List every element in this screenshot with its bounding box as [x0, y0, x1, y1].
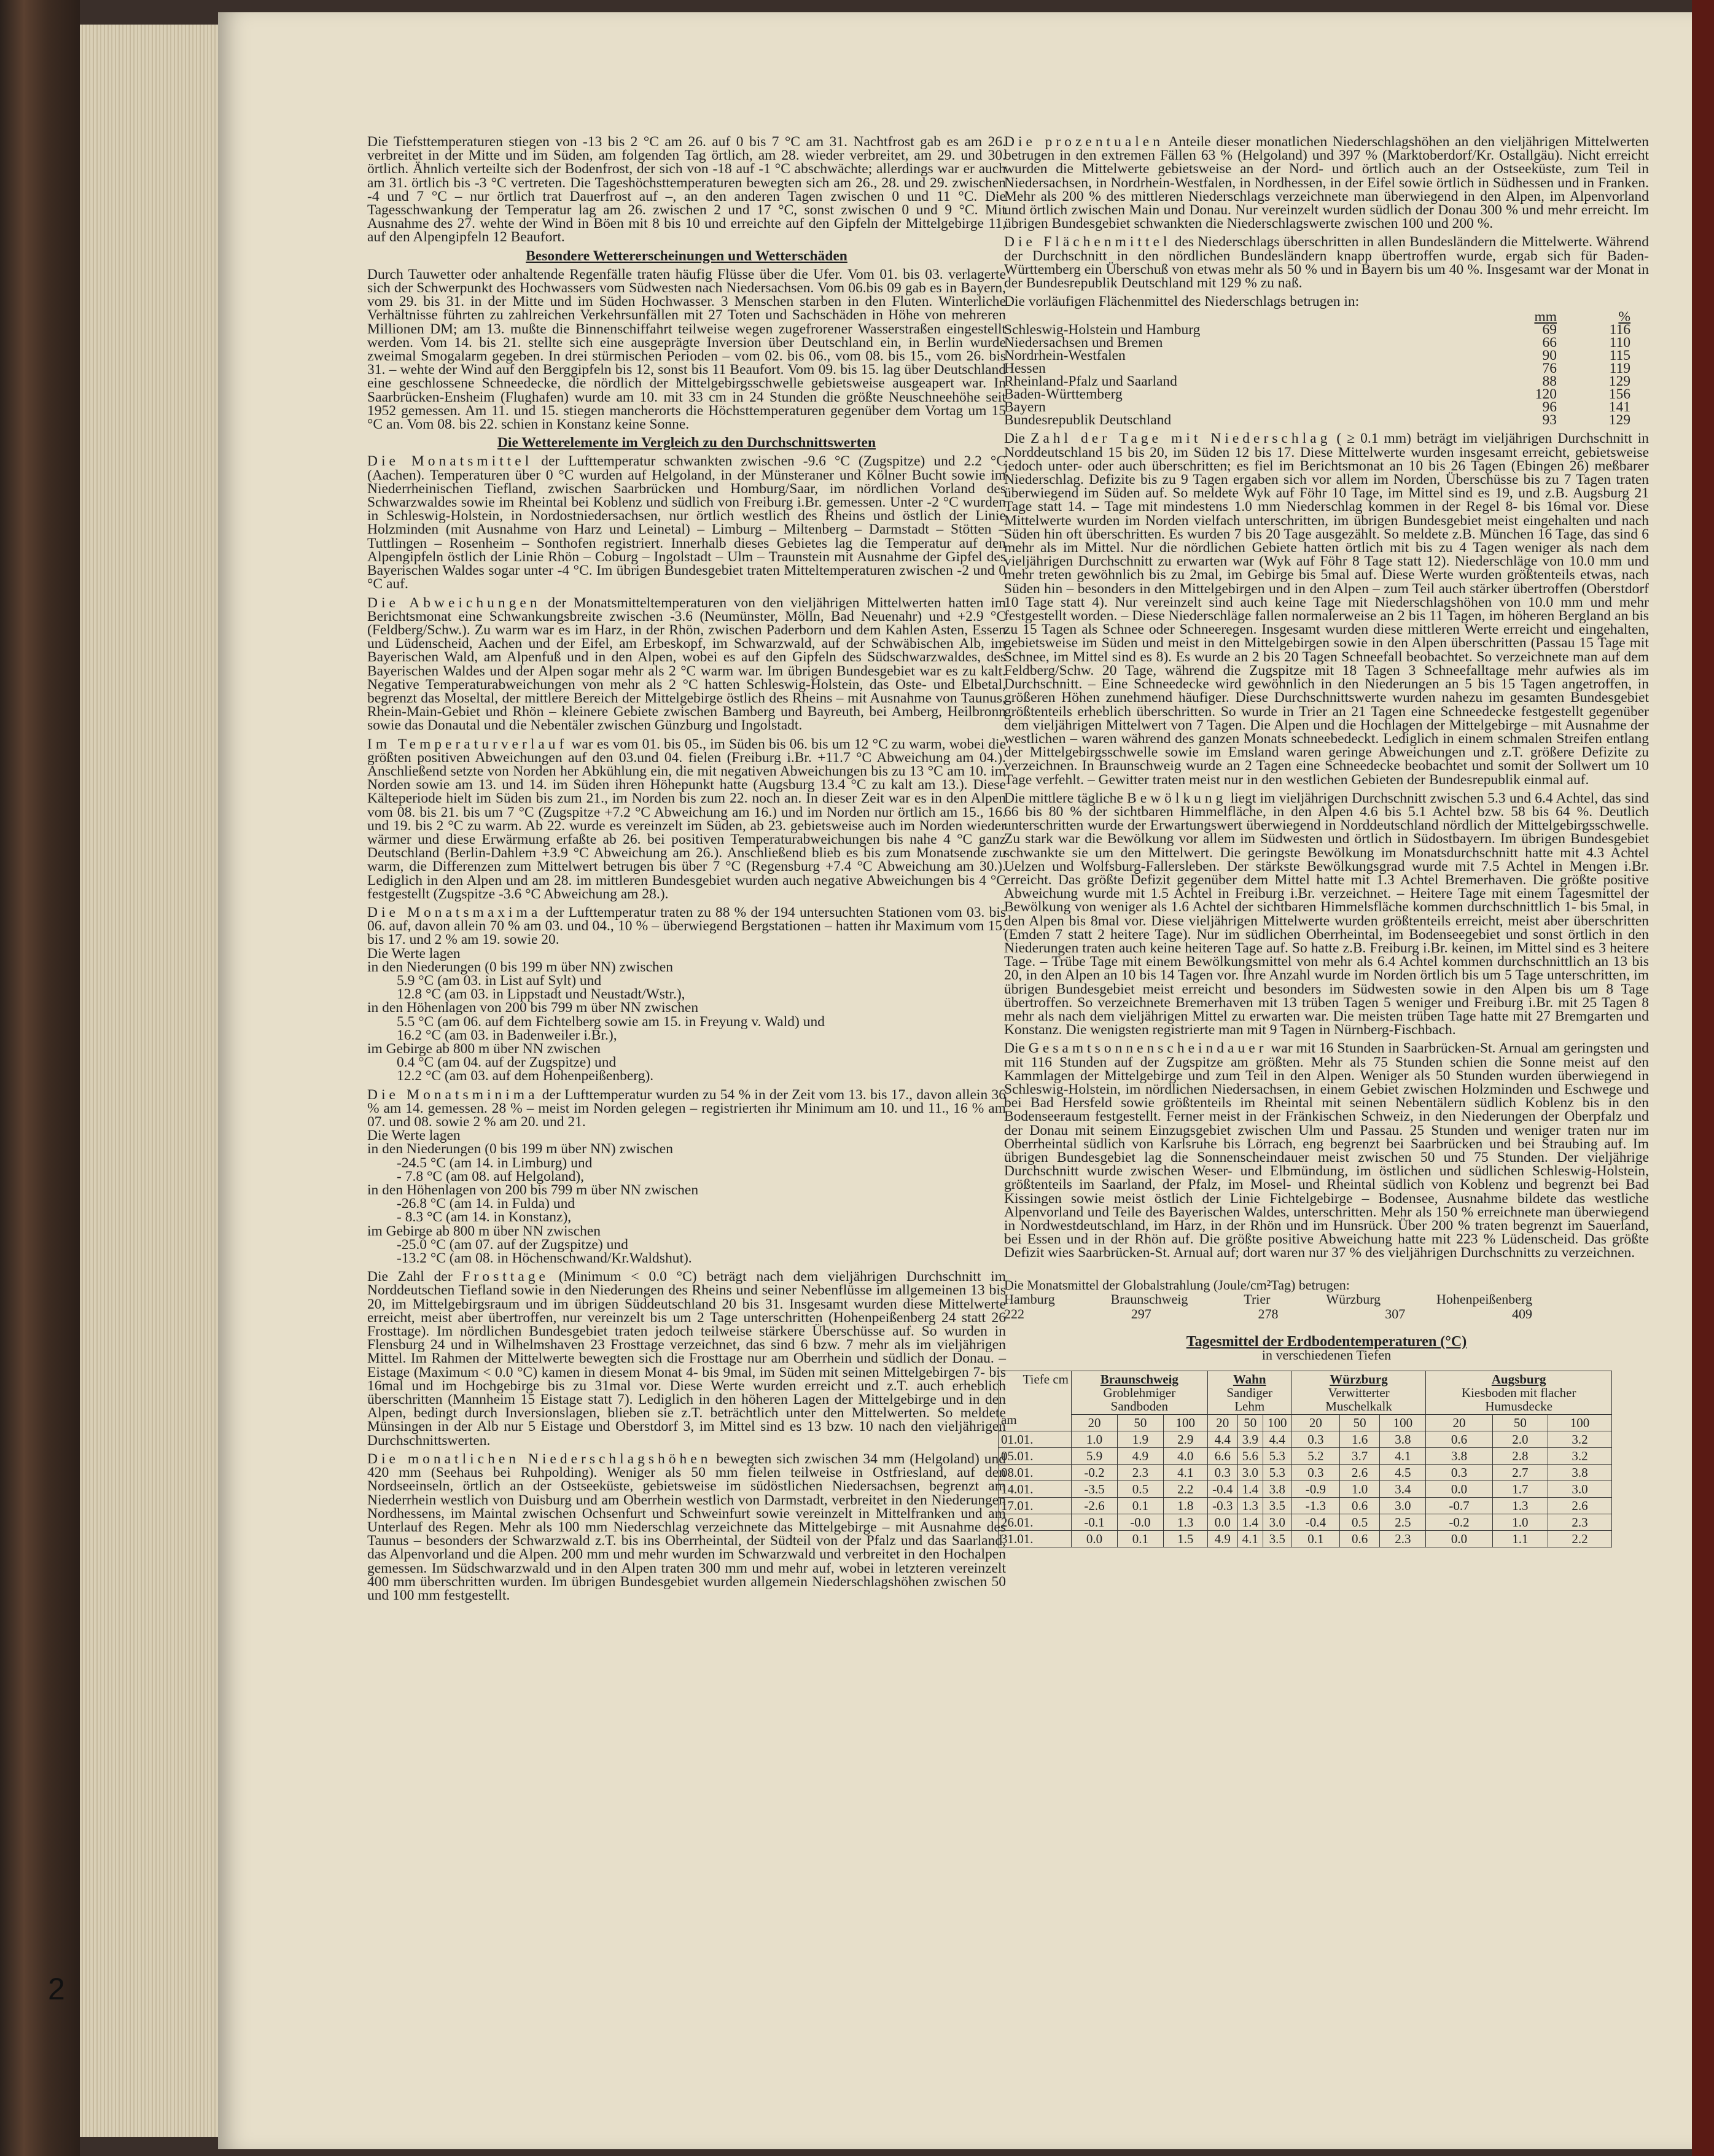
right-column — [1001, 134, 1650, 1547]
temperature-cell: 2.2 — [1548, 1531, 1612, 1547]
temperature-cell: 0.3 — [1207, 1465, 1237, 1481]
list-line: -13.2 °C (am 08. in Höchenschwand/Kr.Waldshut). — [397, 1250, 692, 1267]
left-column — [367, 135, 1006, 1607]
temperature-cell: 2.2 — [1163, 1481, 1207, 1498]
temperature-cell: -0.9 — [1291, 1481, 1339, 1498]
list-line: 5.9 °C (am 03. in List auf Sylt) und — [397, 972, 602, 989]
table-row — [999, 1448, 1612, 1465]
temperature-cell: 3.8 — [1548, 1465, 1612, 1481]
date-cell: 01.01. — [999, 1431, 1072, 1448]
temperature-cell: 0.3 — [1426, 1465, 1492, 1481]
soil-table-body — [999, 1431, 1612, 1547]
temperature-cell: 5.3 — [1263, 1448, 1291, 1465]
value-mm: 96 — [1542, 399, 1557, 416]
station-name: Braunschweig — [1110, 1291, 1188, 1307]
radiation-value: 307 — [1385, 1306, 1406, 1321]
temperature-cell: 1.3 — [1163, 1514, 1207, 1531]
depth-header: Tiefe cm am — [999, 1371, 1072, 1431]
table-row — [1004, 349, 1630, 362]
paragraph-precipitation: Die monatlichen Niederschlagshöhen bewegten sich zwischen 34 mm (Helgoland) und 420 mm (Seehaus bei Ruhpolding). Weniger als 50 mm fielen teilweise in Ostfriesland, auf den Nordseeinseln, örtlich an der Ostseeküste, gebietsweise im südöstlichen Niedersachsen, begrenzt am Niederrhein westlich von Duisburg und am Oberrhein westlich von Darmstadt, verbreitet in den Niederungen Nordhessens, im Maintal zwischen Ochsenfurt und Schweinfurt sowie vereinzelt in Mittelfranken und am Unterlauf des Regen. Mehr als 100 mm Niederschlag verzeichnete das Mittelgebirge – mit Ausnahme des Taunus – besonders der Schwarzwald z.T. bis ins Oberrheintal, der Südteil von der Pfalz und das Saarland, das Alpenvorland und die Alpen. 200 mm und mehr wurden im Schwarzwald und verbreitet in den Hochalpen gemessen. Im Südschwarzwald und in den Alpen traten 300 mm und mehr auf, wobei in letzteren vereinzelt 400 mm überschritten wurden. Im übrigen Bundesgebiet wurden allgemein Niederschlagshöhen zwischen 50 und 100 mm festgestellt. — [367, 1450, 1006, 1603]
temperature-cell: 4.5 — [1380, 1465, 1426, 1481]
date-cell: 05.01. — [999, 1448, 1072, 1465]
temperature-cell: 1.3 — [1237, 1498, 1263, 1514]
paragraph-area-means-intro: Die vorläufigen Flächenmittel des Niederschlags betrugen in: — [1004, 294, 1360, 310]
temperature-cell: 0.3 — [1291, 1465, 1339, 1481]
station-header: Würzburg Verwitterter Muschelkalk — [1291, 1371, 1426, 1415]
global-radiation-values — [1004, 1307, 1532, 1321]
radiation-value: 297 — [1131, 1306, 1151, 1321]
temperature-cell: -2.6 — [1072, 1498, 1118, 1514]
temperature-cell: 3.2 — [1548, 1448, 1612, 1465]
temperature-cell: 4.9 — [1117, 1448, 1163, 1465]
temperature-cell: 2.7 — [1492, 1465, 1548, 1481]
station-header: Augsburg Kiesboden mit flacher Humusdecke — [1426, 1371, 1612, 1415]
paragraph-temperature-course: Im Temperaturverlauf war es vom 01. bis 05., im Süden bis 06. bis um 12 °C zu warm, wobei die größten positiven Abweichungen auf den 03.und 04. fielen (Freiburg i.Br. +11.7 °C Abweichung am 04.). Anschließend setzte von Norden her Abkühlung ein, die mit negativen Abweichungen bis zu 13 °C am 10. im Norden sowie am 13. und 14. im Süden ihren Höhepunkt hatte (Augsburg 13.4 °C zu kalt am 13.). Diese Kälteperiode hielt im Süden bis zum 21., im Norden bis zum 22. noch an. In dieser Zeit war es in den Alpen vom 08. bis 21. bis um 7 °C (Zugspitze +7.2 °C Abweichung am 16.) und im Norden nur örtlich am 15., 16. und 19. bis 2 °C zu warm. Ab 22. wurde es vereinzelt im Süden, ab 23. gebietsweise auch im Norden wieder wärmer und diese Erwärmung erfaßte ab 26. bei positiven Temperaturabweichungen bis nahe 4 °C ganz Deutschland (Berlin-Dahlem +3.9 °C Abweichung am 26.). Anschließend blieb es bis zum Monatsende zu warm, die Differenzen zum Mittelwert betrugen bis über 7 °C (Regensburg +7.4 °C Abweichung am 30.). Lediglich in den Alpen und am 28. im mittleren Bundesgebiet wurden auch negative Abweichungen bis 4 °C festgestellt (Zugspitze -3.6 °C Abweichung am 28.). — [367, 736, 1007, 902]
station-name: Trier — [1244, 1291, 1271, 1307]
value-mm: 88 — [1542, 373, 1557, 390]
value-mm: 90 — [1542, 348, 1557, 364]
radiation-value: 409 — [1512, 1306, 1532, 1321]
temperature-cell: 1.5 — [1163, 1531, 1207, 1547]
table-row — [999, 1481, 1612, 1498]
value-percent: 119 — [1609, 360, 1630, 377]
paragraph-area-means: Die Flächenmittel des Niederschlags überschritten in allen Bundesländern die Mittelwerte. Während der Durchschnitt in den nördlichen Bundesländern knapp übertroffen wurde, ergab sich für Baden-Württemberg ein Überschuß von etwas mehr als 50 % und in Bayern bis um 40 %. Insgesamt war der Monat in der Bundesrepublik Deutschland mit 129 % zu naß. — [1004, 234, 1649, 292]
list-line: 16.2 °C (am 03. in Badenweiler i.Br.), — [397, 1027, 617, 1043]
temperature-cell: 0.5 — [1340, 1514, 1380, 1531]
temperature-cell: 3.8 — [1380, 1431, 1426, 1448]
temperature-cell: 2.6 — [1340, 1465, 1380, 1481]
temperature-cell: 4.0 — [1163, 1448, 1207, 1465]
depth-header-cell: 50 — [1117, 1415, 1163, 1431]
value-percent: 141 — [1608, 399, 1630, 416]
temperature-cell: 2.3 — [1117, 1465, 1163, 1481]
list-line: 5.5 °C (am 06. auf dem Fichtelberg sowie am 15. in Freyung v. Wald) und — [397, 1013, 825, 1030]
temperature-cell: 2.6 — [1548, 1498, 1612, 1514]
global-radiation-block — [1004, 1278, 1649, 1321]
temperature-cell: 1.0 — [1072, 1431, 1118, 1448]
depth-header-cell: 100 — [1263, 1415, 1291, 1431]
value-percent: 115 — [1609, 348, 1630, 364]
temperature-cell: 3.0 — [1237, 1465, 1263, 1481]
date-cell: 08.01. — [999, 1465, 1072, 1481]
paragraph-deviations: Die Abweichungen der Monatsmitteltemperaturen von den vieljährigen Mittelwerten hatten im Berichtsmonat eine Schwankungsbreite zwischen -3.6 (Neumünster, Mölln, Bad Neuenahr) und +2.9 °C (Feldberg/Schw.). Zu warm war es im Harz, in der Rhön, zwischen Paderborn und dem Kahlen Asten, Essen und Lüdenscheid, Aachen und der Eifel, am Erbeskopf, im Schwarzwald, auf der Schwäbischen Alb, im Bayerischen Wald, am Alpenfuß und in den Alpen, wobei es auf den Gipfeln des Südschwarzwaldes, des Bayerischen Waldes und der Alpen sogar mehr als 2 °C warm war. Im übrigen Bundesgebiet war es zu kalt. Negative Temperaturabweichungen von mehr als 2 °C hatten Schleswig-Holstein, das Oste- und Elbetal, begrenzt das Moseltal, der mittlere Bereich der Mittelgebirge östlich des Rheins – mit Ausnahme von Taunus, Rhein-Main-Gebiet und Rhön – kleinere Gebiete zwischen Bamberg und Bayreuth, bei Amberg, Heilbronn sowie das Donautal und die Nebentäler zwischen Günzburg und Ingolstadt. — [367, 594, 1006, 734]
value-percent: 116 — [1609, 322, 1630, 338]
temperature-cell: 5.2 — [1291, 1448, 1339, 1465]
list-line: in den Niederungen (0 bis 199 m über NN) zwischen — [367, 1141, 673, 1158]
temperature-cell: 0.1 — [1117, 1498, 1163, 1514]
temperature-cell: 0.3 — [1291, 1431, 1339, 1448]
temperature-cell: -0.3 — [1207, 1498, 1237, 1514]
list-line: 12.2 °C (am 03. auf dem Hohenpeißenberg). — [397, 1068, 654, 1084]
temperature-cell: 0.0 — [1426, 1481, 1492, 1498]
paragraph-monthly-minima: Die Monatsminima der Lufttemperatur wurden zu 54 % in der Zeit vom 13. bis 17., davon allein 36 % am 14. gemessen. 28 % – meist im Norden gelegen – registrierten ihr Minimum am 10. und 11., 16 % am 07. und 08. sowie 2 % am 20. und 21. — [367, 1086, 1006, 1131]
temperature-cell: 2.9 — [1163, 1431, 1207, 1448]
depth-header-cell: 50 — [1237, 1415, 1263, 1431]
temperature-cell: -0.0 — [1117, 1514, 1163, 1531]
temperature-cell: -1.3 — [1291, 1498, 1339, 1514]
station-header: Braunschweig Groblehmiger Sandboden — [1072, 1371, 1208, 1415]
depth-header-cell: 20 — [1426, 1415, 1492, 1431]
depth-header-cell: 100 — [1163, 1415, 1207, 1431]
temperature-cell: 3.0 — [1380, 1498, 1426, 1514]
region-name: Schleswig-Holstein und Hamburg — [1004, 322, 1201, 338]
list-line: in den Höhenlagen von 200 bis 799 m über NN zwischen — [367, 1000, 699, 1016]
value-mm: 66 — [1542, 335, 1557, 351]
value-mm: 69 — [1542, 322, 1557, 338]
radiation-value: 278 — [1258, 1306, 1279, 1321]
temperature-cell: 1.6 — [1340, 1431, 1380, 1448]
page-edges — [80, 25, 221, 2137]
station-name: Würzburg — [1326, 1291, 1381, 1307]
value-mm: 76 — [1542, 360, 1557, 377]
precipitation-table-body — [1004, 324, 1630, 427]
table-row — [999, 1498, 1612, 1514]
temperature-cell: 1.8 — [1163, 1498, 1207, 1514]
temperature-cell: -0.4 — [1207, 1481, 1237, 1498]
minima-values-list — [367, 1129, 1006, 1265]
global-radiation-title: Die Monatsmittel der Globalstrahlung (Joule/cm²Tag) betrugen: — [1004, 1277, 1350, 1293]
temperature-cell: 0.5 — [1117, 1481, 1163, 1498]
temperature-cell: 4.9 — [1207, 1531, 1237, 1547]
temperature-cell: 5.6 — [1237, 1448, 1263, 1465]
depth-header-cell: 50 — [1492, 1415, 1548, 1431]
temperature-cell: 0.6 — [1426, 1431, 1492, 1448]
temperature-cell: -0.2 — [1426, 1514, 1492, 1531]
value-mm: 120 — [1535, 386, 1557, 403]
date-cell: 14.01. — [999, 1481, 1072, 1498]
temperature-cell: 1.4 — [1237, 1481, 1263, 1498]
temperature-cell: -3.5 — [1072, 1481, 1118, 1498]
temperature-cell: 3.9 — [1237, 1431, 1263, 1448]
paragraph-monthly-maxima: Die Monatsmaxima der Lufttemperatur traten zu 88 % der 194 untersuchten Stationen vom 03. bis 06. auf, davon allein 70 % am 03. und 04., 10 % – überwiegend Bergstationen – hatten ihr Maximum vom 15. bis 17. und 2 % am 19. sowie 20. — [367, 904, 1006, 948]
temperature-cell: 4.1 — [1163, 1465, 1207, 1481]
list-line: Die Werte lagen — [367, 945, 461, 962]
region-name: Nordrhein-Westfalen — [1004, 348, 1126, 364]
page-number: 2 — [48, 1972, 65, 2006]
temperature-cell: 4.1 — [1380, 1448, 1426, 1465]
value-mm: 93 — [1542, 412, 1557, 429]
soil-temperature-title: Tagesmittel der Erdbodentemperaturen (°C) — [1186, 1333, 1467, 1350]
depth-header-cell: 100 — [1380, 1415, 1426, 1431]
paragraph-monthly-means: Die Monatsmittel der Lufttemperatur schwankten zwischen -9.6 °C (Zugspitze) und 2.2 °C (Aachen). Temperaturen über 0 °C wurden auf Helgoland, in der Münsteraner und Kölner Bucht sowie im Niederrheinischen Tiefland, zwischen Saarbrücken und Homburg/Saar, im nördlichen Vorland des Schwarzwaldes sowie im Rheintal bei Koblenz und südlich von Freiburg i.Br. gemessen. Unter -2 °C wurden in Schleswig-Holstein, in Nordostniedersachsen, nur örtlich westlich des Rheins und östlich der Linie Holzminden (mit Ausnahme von Harz und Leinetal) – Limburg – Miltenberg – Darmstadt – Stötten – Tuttlingen – Rosenheim – Sonthofen registriert. Innerhalb dieses Gebietes lag die Temperatur auf den Alpengipfeln östlich der Linie Rhön – Coburg – Ingolstadt – Ulm – Traunstein mit Ausnahme der Gipfel des Bayerischen Waldes sogar unter -4 °C. Im übrigen Bundesgebiet traten Mitteltemperaturen zwischen -2 und 0 °C auf. — [367, 453, 1006, 593]
table-row — [999, 1531, 1612, 1547]
region-name: Rheinland-Pfalz und Saarland — [1004, 373, 1177, 390]
date-cell: 17.01. — [999, 1498, 1072, 1514]
paragraph-cloudiness: Die mittlere tägliche Bewölkung liegt im vieljährigen Durchschnitt zwischen 5.3 und 6.4 Achtel, das sind 66 bis 80 % der sichtbaren Himmelfläche, in den Alpen 4.6 bis 5.1 Achtel bzw. 58 bis 64 %. Deutlich unterschritten wurde der Erwartungswert überwiegend in Norddeutschland nördlich der Mittelgebirgsschwelle. Zu stark war die Bewölkung vor allem im Südwesten und örtlich in Südostbayern. Im übrigen Bundesgebiet schwankte sie um den Mittelwert. Die geringste Bewölkung im Monatsdurchschnitt hatte mit 4.3 Achtel Uelzen und Wolfsburg-Fallersleben. Der stärkste Bewölkungsgrad wurde mit 7.5 Achtel in Mengen i.Br. erreicht. Das größte Defizit gegenüber dem Mittel hatte mit 1.3 Achtel Bremerhaven. Die größte positive Abweichung wurde mit 1.5 Achtel in Freiburg i.Br. verzeichnet. – Heitere Tage mit einem Tagesmittel der Bewölkung von weniger als 1.6 Achtel der sichtbaren Himmelsfläche kommen durchschnittlich 1- bis 5mal, in den Alpen bis 8mal vor. Diese vieljährigen Mittelwerte wurden größtenteils erreicht, meist aber überschritten (Emden 7 statt 2 heitere Tage). Nur im südlichen Oberrheintal, im Bodenseegebiet und sonst örtlich in den Niederungen traten auch keine heiteren Tage auf. So hatte z.B. Freiburg i.Br. keinen, im Mittel sind es 3 heitere Tage. – Trübe Tage mit einem Bewölkungsmittel von mehr als 6.4 Achtel kommen durchschnittlich an 13 bis 20, in den Alpen an 10 bis 14 Tagen vor. Ihre Anzahl wurde im Norden örtlich bis um 5 Tage unterschritten, im übrigen Bundesgebiet meist erreicht und besonders im Südwesten sowie in den Alpen bis um 8 Tage übertroffen. So verzeichnete Bremerhaven mit 13 trüben Tagen 5 weniger und Freiburg i.Br. mit 25 Tagen 8 mehr als nach dem vieljährigen Mittel zu erwarten war. Die meisten trüben Tage hatte mit 27 Bremgarten und Konstanz. Die wenigsten registrierte man mit 9 Tagen in Nürnberg-Fischbach. — [1004, 790, 1649, 1038]
temperature-cell: 0.0 — [1072, 1531, 1118, 1547]
list-line: in den Höhenlagen von 200 bis 799 m über NN zwischen — [367, 1182, 699, 1199]
paragraph-frost-days: Die Zahl der Frosttage (Minimum < 0.0 °C) beträgt nach dem vieljährigen Durchschnitt im Norddeutschen Tiefland sowie in den Niederungen des Rheins und seiner Nebenflüsse im allgemeinen 13 bis 20, im Mittelgebirgsraum und im übrigen Süddeutschland 20 bis 31. Insgesamt wurden diese Mittelwerte erreicht, meist aber übertroffen, nur vereinzelt bis um 2 Tage unterschritten (Hohenpeißenberg 24 statt 26 Frosttage). Im nördlichen Bundesgebiet traten jedoch teilweise stärkere Überschüsse auf. So wurden in Flensburg 24 und in Wilhelmshaven 23 Frosttage verzeichnet, das sind 6 bzw. 7 mehr als im vieljährigen Mittel. Im Rahmen der Mittelwerte bewegten sich die Frosttage nur am Oberrhein und südlich der Donau. – Eistage (Maximum < 0.0 °C) kamen in diesem Monat 4- bis 9mal, im Süden mit seinen Mittelgebirgen 7- bis 16mal und im Hochgebirge bis zu 31mal vor. Diese Werte wurden erreicht und z.T. auch erheblich überschritten (Mannheim 15 Eistage statt 7). Lediglich in den höheren Lagen der Mittelgebirge und in den Alpen, bedingt durch Inversionslagen, blieben sie z.T. beträchtlich unter den Mittelwerten. So meldete Münsingen in der Alb nur 5 Eistage und Oberstdorf 3, im Mittel sind es 13 bzw. 10 nach den vieljährigen Durchschnittswerten. — [367, 1269, 1006, 1449]
temperature-cell: 0.1 — [1291, 1531, 1339, 1547]
table-header-row — [999, 1371, 1612, 1415]
region-name: Baden-Württemberg — [1004, 386, 1123, 403]
depth-header-cell: 50 — [1340, 1415, 1380, 1431]
depth-header-cell: 100 — [1548, 1415, 1612, 1431]
temperature-cell: 2.5 — [1380, 1514, 1426, 1531]
list-line: -26.8 °C (am 14. in Fulda) und — [397, 1196, 575, 1212]
temperature-cell: 1.0 — [1492, 1514, 1548, 1531]
table-row — [999, 1431, 1612, 1448]
temperature-cell: 1.0 — [1340, 1481, 1380, 1498]
date-cell: 26.01. — [999, 1514, 1072, 1531]
depth-header-cell: 20 — [1207, 1415, 1237, 1431]
temperature-cell: 2.8 — [1492, 1448, 1548, 1465]
temperature-cell: 2.3 — [1548, 1514, 1612, 1531]
region-name: Bundesrepublik Deutschland — [1004, 412, 1172, 429]
list-line: -24.5 °C (am 14. in Limburg) und — [397, 1154, 593, 1171]
value-percent: 129 — [1608, 373, 1630, 390]
document-page — [218, 12, 1692, 2149]
radiation-value: 222 — [1004, 1306, 1024, 1321]
temperature-cell: 6.6 — [1207, 1448, 1237, 1465]
temperature-cell: 1.7 — [1492, 1481, 1548, 1498]
paragraph-minimum-temperatures: Die Tiefsttemperaturen stiegen von -13 bis 2 °C am 26. auf 0 bis 7 °C am 31. Nachtfrost gab es am 26. verbreitet in der Mitte und im Süden, am folgenden Tag örtlich, am 28. wieder verbreitet, am 29. und 30. örtlich. Ähnlich verteilte sich der Bodenfrost, der sich von -18 auf -1 °C abschwächte; allerdings war er auch am 31. örtlich bis -3 °C vertreten. Die Tageshöchsttemperaturen bewegten sich am 26., 28. und 29. zwischen -4 und 7 °C – nur örtlich trat Dauerfrost auf –, an den anderen Tagen zwischen 0 und 11 °C. Die Tagesschwankung der Temperatur lag am 26. zwischen 2 und 17 °C, sonst zwischen 0 und 9 °C. Mit Ausnahme des 27. wehte der Wind in Böen mit 8 bis 10 und erreichte auf den Gipfeln der Mittelgebirge 11, auf den Alpengipfeln 12 Beaufort. — [367, 134, 1006, 246]
temperature-cell: 3.5 — [1263, 1498, 1291, 1514]
book-binding — [0, 0, 80, 2156]
depth-header-cell: 20 — [1291, 1415, 1339, 1431]
temperature-cell: -0.7 — [1426, 1498, 1492, 1514]
temperature-cell: -0.2 — [1072, 1465, 1118, 1481]
list-line: - 7.8 °C (am 08. auf Helgoland), — [397, 1168, 585, 1185]
temperature-cell: -0.1 — [1072, 1514, 1118, 1531]
list-line: in den Niederungen (0 bis 199 m über NN) zwischen — [367, 959, 673, 975]
list-line: im Gebirge ab 800 m über NN zwischen — [367, 1223, 601, 1239]
temperature-cell: 3.5 — [1263, 1531, 1291, 1547]
temperature-cell: 1.1 — [1492, 1531, 1548, 1547]
heading-comparison: Die Wetterelemente im Vergleich zu den Durchschnittswerten — [497, 435, 876, 451]
list-line: 0.4 °C (am 04. auf der Zugspitze) und — [397, 1054, 617, 1071]
depth-row — [999, 1415, 1612, 1431]
temperature-cell: 4.1 — [1237, 1531, 1263, 1547]
date-cell: 31.01. — [999, 1531, 1072, 1547]
temperature-cell: 1.4 — [1237, 1514, 1263, 1531]
value-percent: 129 — [1608, 412, 1630, 429]
temperature-cell: 2.0 — [1492, 1431, 1548, 1448]
temperature-cell: 3.2 — [1548, 1431, 1612, 1448]
value-percent: 156 — [1608, 386, 1630, 403]
column-header-percent: % — [1618, 309, 1630, 325]
soil-temperature-subtitle: in verschiedenen Tiefen — [1261, 1347, 1392, 1363]
station-name: Hohenpeißenberg — [1436, 1291, 1532, 1307]
soil-temperature-table — [998, 1371, 1612, 1547]
temperature-cell: 3.7 — [1340, 1448, 1380, 1465]
temperature-cell: 3.0 — [1548, 1481, 1612, 1498]
temperature-cell: 3.8 — [1263, 1481, 1291, 1498]
temperature-cell: 3.0 — [1263, 1514, 1291, 1531]
paragraph-precipitation-days: Die Zahl der Tage mit Niederschlag ( ≥ 0.1 mm) beträgt im vieljährigen Durchschnitt in Norddeutschland 15 bis 20, im Süden 12 bis 17. Diese Mittelwerte wurden insgesamt erreicht, gebietsweise jedoch unter- oder auch überschritten; es fiel im Berichtsmonat an 10 bis 26 Tagen (Ebingen 26) meßbarer Niederschlag. Defizite bis zu 9 Tagen ergaben sich vor allem im Norden, Überschüsse bis zu 7 Tagen traten überwiegend im Süden auf. So meldete Wyk auf Föhr 10 Tage, im Mittel sind es 19, und z.B. Augsburg 21 Tage statt 14. – Tage mit mindestens 1.0 mm Niederschlag kommen in der Regel 8- bis 16mal vor. Diese Mittelwerte wurden im Norden vielfach unterschritten, im übrigen Bundesgebiet meist eingehalten und nach Süden hin oft überschritten. Es wurden 7 bis 20 Tage ausgezählt. So meldete z.B. München 16 Tage, das sind 6 mehr als im Mittel. Nur die nördlichen Gebiete hatten örtlich mit bis zu 4 Tagen weniger als nach dem vieljährigen Durchschnitt zu erwarten war (Wyk auf Föhr 8 Tage statt 12). Niederschläge von 10.0 mm und mehr treten gewöhnlich bis zu 2mal, im Gebirge bis 5mal auf. Diese Werte wurden größtenteils etwas, nach Süden hin – besonders in den Mittelgebirgen und in den Alpen – zum Teil auch stärker übertroffen (Oberstdorf 10 Tage statt 4). Nur vereinzelt sind auch keine Tage mit Niederschlagshöhen von 10.0 mm und mehr festgestellt worden. – Diese Niederschläge fallen normalerweise an 2 bis 11 Tagen, im höheren Bergland an bis zu 15 Tagen als Schnee oder Schneeregen. Insgesamt wurden diese mittleren Werte erreicht und eingehalten, gebietsweise im Süden und meist in den Mittelgebirgen sowie in den Alpen überschritten (Passau 15 Tage mit Schnee, im Mittel sind es 8). Es wurde an 2 bis 20 Tagen Schneefall beobachtet. So verzeichnete man auf dem Feldberg/Schw. 20 Tage, während die Zugspitze mit 18 Tagen 3 Schneefalltage mehr aufwies als im Durchschnitt. – Eine Schneedecke wird gewöhnlich in den Niederungen an 5 bis 15 Tagen angetroffen, in größeren Höhen zunehmend häufiger. Diese Durchschnittswerte wurden nahezu im gesamten Bundesgebiet größtenteils erheblich überschritten. So wurde in Trier an 21 Tagen eine Schneedecke festgestellt gegenüber dem vieljährigen Mittelwert von 7 Tagen. Die Alpen und die Hochlagen der Mittelgebirge – mit Ausnahme der westlichen – waren während des ganzen Monats schneebedeckt. Lediglich in einem schmalen Streifen entlang der Mittelgebirgsschwelle sowie im Emsland waren geringe Abweichungen und z.T. größere Defizite zu verzeichnen. In Braunschweig wurde an 2 Tagen eine Schneedecke beobachtet und somit der Sollwert um 10 Tage verfehlt. – Gewitter traten meist nur in den westlichen Gebieten der Bundesrepublik einmal auf. — [1004, 430, 1650, 788]
station-header: Wahn Sandiger Lehm — [1207, 1371, 1291, 1415]
column-header-mm: mm — [1534, 309, 1557, 325]
paragraph-weather-damage: Durch Tauwetter oder anhaltende Regenfälle traten häufig Flüsse über die Ufer. Vom 01. bis 03. verlagerte sich der Schwerpunkt des Hochwassers vom Südwesten nach Niedersachsen. Vom 06.bis 09 gab es in Bayern, vom 29. bis 31. in der Mitte und im Süden Hochwasser. 3 Menschen starben in den Fluten. Winterliche Verhältnisse führten zu zahlreichen Verkehrsunfällen mit 27 Toten und Sachschäden in Höhe von mehreren Millionen DM; am 13. mußte die Binnenschiffahrt teilweise wegen zugefrorener Wasserstraßen eingestellt werden. Vom 14. bis 21. stellte sich eine ausgeprägte Inversion über Deutschland ein, in Berlin wurde zweimal Smogalarm gegeben. In drei stürmischen Perioden – vom 02. bis 06., vom 08. bis 15., vom 26. bis 31. – wehte der Wind auf den Berggipfeln bis 12, sonst bis 11 Beaufort. Vom 09. bis 15. lag über Deutschland eine geschlossene Schneedecke, die nördlich der Mittelgebirgsschwelle gebietsweise ausgeapert war. In Saarbrücken-Ensheim (Flughafen) wurde am 10. mit 33 cm in 24 Stunden die größte Neuschneehöhe seit 1952 gemessen. Am 11. und 15. stiegen mancherorts die Höchsttemperaturen gegenüber dem Vortag um 15 °C an. Vom 08. bis 22. schien in Konstanz keine Sonne. — [367, 266, 1006, 433]
list-line: im Gebirge ab 800 m über NN zwischen — [367, 1041, 601, 1057]
table-row — [1004, 414, 1630, 427]
temperature-cell: 4.4 — [1263, 1431, 1291, 1448]
region-name: Hessen — [1004, 360, 1046, 377]
list-line: - 8.3 °C (am 14. in Konstanz), — [397, 1209, 572, 1226]
temperature-cell: 3.8 — [1426, 1448, 1492, 1465]
temperature-cell: 2.3 — [1380, 1531, 1426, 1547]
value-percent: 110 — [1609, 335, 1630, 351]
book-cover-edge — [1692, 0, 1714, 2156]
region-name: Niedersachsen und Bremen — [1004, 335, 1163, 351]
temperature-cell: 5.3 — [1263, 1465, 1291, 1481]
region-name: Bayern — [1004, 399, 1046, 416]
temperature-cell: 0.6 — [1340, 1531, 1380, 1547]
heading-special-weather: Besondere Wettererscheinungen und Wetterschäden — [526, 247, 847, 264]
station-name: Hamburg — [1004, 1291, 1055, 1307]
list-line: -25.0 °C (am 07. auf der Zugspitze) und — [397, 1236, 628, 1253]
table-row — [1004, 388, 1630, 401]
temperature-cell: 5.9 — [1072, 1448, 1118, 1465]
temperature-cell: 1.9 — [1117, 1431, 1163, 1448]
paragraph-sunshine: Die Gesamtsonnenscheindauer war mit 16 Stunden in Saarbrücken-St. Arnual am geringsten und mit 116 Stunden auf der Zugspitze am größten. Mehr als 75 Stunden schien die Sonne meist auf den Kammlagen der Mittelgebirge und zum Teil in den Alpen. Weniger als 50 Stunden wurden überwiegend in Schleswig-Holstein, im nördlichen Niedersachsen, in einem Gebiet zwischen Holzminden und Eschwege und bei Bad Hersfeld sowie größtenteils im Rheintal mit seinen Nebentälern südlich Koblenz bis in den Bodenseeraum festgestellt. Ferner meist in der Fränkischen Schweiz, in den Niederungen der Oberpfalz und der Donau mit seinem Einzugsgebiet zwischen Ulm und Passau. 25 Stunden und weniger traten nur im Oberrheintal südlich von Karlsruhe bis Lörrach, eng begrenzt bei Saarbrücken und bei Straubing auf. Im übrigen Bundesgebiet lag die Sonnenscheindauer meist zwischen 50 und 75 Stunden. Der vieljährige Durchschnitt wurde zwischen Weser- und Elbmündung, im östlichen und südlichen Schleswig-Holstein, größtenteils im Saarland, der Pfalz, im Mosel- und Rheintal südlich von Koblenz und begrenzt bei Bad Kissingen sowie meist östlich der Linie Fichtelgebirge – Bodensee, Ausnahme bildete das westliche Alpenvorland und Teile des Bayerischen Waldes, unterschritten. Mehr als 150 % erreichnete man überwiegend in Nordwestdeutschland, im Harz, in der Rhön und im Hunsrück. Über 200 % traten begrenzt im Sauerland, bei Essen und in der Rhön auf. Die größte positive Abweichung hatte mit 223 % Lüdenscheid. Das größte Defizit wies Saarbrücken-St. Arnual auf; dort waren nur 37 % des vieljährigen Durchschnitts zu verzeichnen. — [1004, 1040, 1649, 1261]
temperature-cell: -0.4 — [1291, 1514, 1339, 1531]
table-row — [999, 1514, 1612, 1531]
depth-header-cell: 20 — [1072, 1415, 1118, 1431]
maxima-values-list — [367, 947, 1006, 1083]
list-line: Die Werte lagen — [367, 1127, 461, 1144]
global-radiation-stations — [1004, 1292, 1532, 1307]
temperature-cell: 0.1 — [1117, 1531, 1163, 1547]
temperature-cell: 1.3 — [1492, 1498, 1548, 1514]
temperature-cell: 3.4 — [1380, 1481, 1426, 1498]
temperature-cell: 0.6 — [1340, 1498, 1380, 1514]
table-row — [999, 1465, 1612, 1481]
temperature-cell: 0.0 — [1207, 1514, 1237, 1531]
paragraph-percentages: Die prozentualen Anteile dieser monatlichen Niederschlagshöhen an den vieljährigen Mittelwerten betrugen in den extremen Fällen 63 % (Helgoland) und 397 % (Marktoberdorf/Kr. Ostallgäu). Nicht erreicht wurden die Mittelwerte gebietsweise an der Nord- und örtlich auch an der Ostseeküste, zum Teil in Niedersachsen, in Nordrhein-Westfalen, in Nordhessen, in der Eifel sowie örtlich in Südhessen und in Franken. Mehr als 200 % des mittleren Niederschlags verzeichnete man überwiegend in den Alpen, im Alpenvorland und örtlich zwischen Main und Donau. Nur vereinzelt wurden südlich der Donau 300 % und mehr erreicht. Im übrigen Bundesgebiet schwankten die Niederschlagswerte zwischen 100 und 200 %. — [1004, 134, 1649, 232]
temperature-cell: 0.0 — [1426, 1531, 1492, 1547]
list-line: 12.8 °C (am 03. in Lippstadt und Neustadt/Wstr.), — [397, 986, 685, 1003]
precipitation-table — [1004, 311, 1630, 427]
temperature-cell: 4.4 — [1207, 1431, 1237, 1448]
